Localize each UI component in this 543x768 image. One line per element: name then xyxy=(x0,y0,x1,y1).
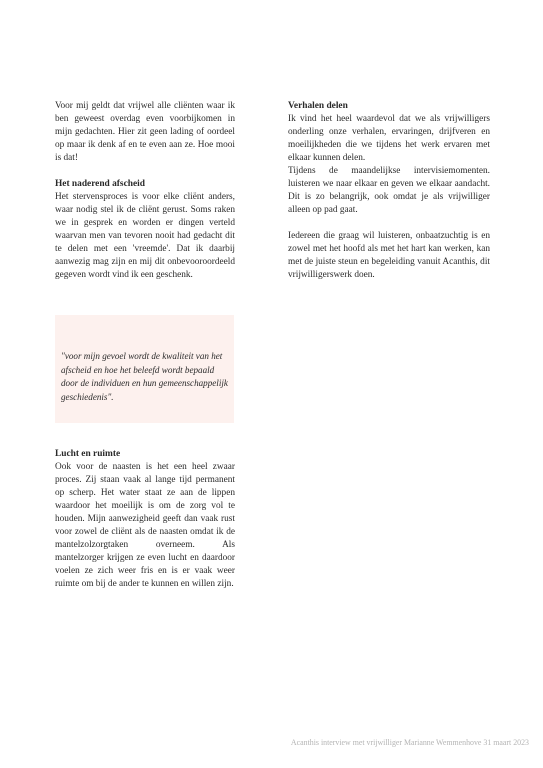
verhalen-paragraph-3: Iedereen die graag wil luisteren, onbaatzuchtig is en zowel met het hoofd als met het hart kan werken, kan met de juiste steun en begeleiding vanuit Acanthis, dit vrijwilligerswerk doen. xyxy=(288,231,490,280)
left-column-bottom xyxy=(55,448,235,591)
quote-box xyxy=(55,315,234,423)
section-body-lucht: Ook voor de naasten is het een heel zwaar proces. Zij staan vaak al lange tijd permanent op scherp. Het water staat ze aan de lippen waardoor het moeilijk is om de zorg vol te houden. Mijn aanwezigheid geeft dan vaak rust voor zowel de cliënt als de naasten omdat ik de mantelzolzorgtaken overneem. Als mantelzorger krijgen ze even lucht en daardoor voelen ze zich weer fris en is er vaak weer ruimte om bij de ander te kunnen en willen zijn. xyxy=(55,462,235,589)
verhalen-paragraph-1: Ik vind het heel waardevol dat we als vrijwilligers onderling onze verhalen, ervaringen, drijfveren en moeilijkheden die we tijdens het werk ervaren met elkaar kunnen delen. xyxy=(288,114,490,163)
section-body-afscheid: Het stervensproces is voor elke cliënt anders, waar nodig stel ik de cliënt gerust. Soms raken we in gesprek en worden er dingen verteld waarvan men van tevoren nooit had gedacht dit te delen met een 'vreemde'. Dat ik daarbij aanwezig mag zijn en mij dit onbevooroordeeld gegeven wordt vind ik een geschenk. xyxy=(55,192,235,280)
intro-paragraph: Voor mij geldt dat vrijwel alle cliënten waar ik ben geweest overdag even voorbijkomen in mijn gedachten. Hier zit geen lading of oordeel op maar ik denk af en te even aan ze. Hoe mooi is dat! xyxy=(55,101,235,163)
page-footer: Acanthis interview met vrijwilliger Marianne Wemmenhove 31 maart 2023 xyxy=(290,738,529,747)
section-heading-lucht: Lucht en ruimte xyxy=(55,449,121,459)
right-column xyxy=(288,100,490,282)
left-column-top xyxy=(55,100,235,282)
verhalen-paragraph-2: Tijdens de maandelijkse intervisiemomenten. luisteren we naar elkaar en geven we elkaar aandacht. Dit is zo belangrijk, ook omdat je als vrijwilliger alleen op pad gaat. xyxy=(288,166,490,215)
section-heading-afscheid: Het naderend afscheid xyxy=(55,179,145,189)
quote-text: "voor mijn gevoel wordt de kwaliteit van het afscheid en hoe het beleefd wordt bepaald door de individuen en hun gemeenschappelijk geschiedenis". xyxy=(61,351,228,402)
section-heading-verhalen: Verhalen delen xyxy=(288,101,348,111)
